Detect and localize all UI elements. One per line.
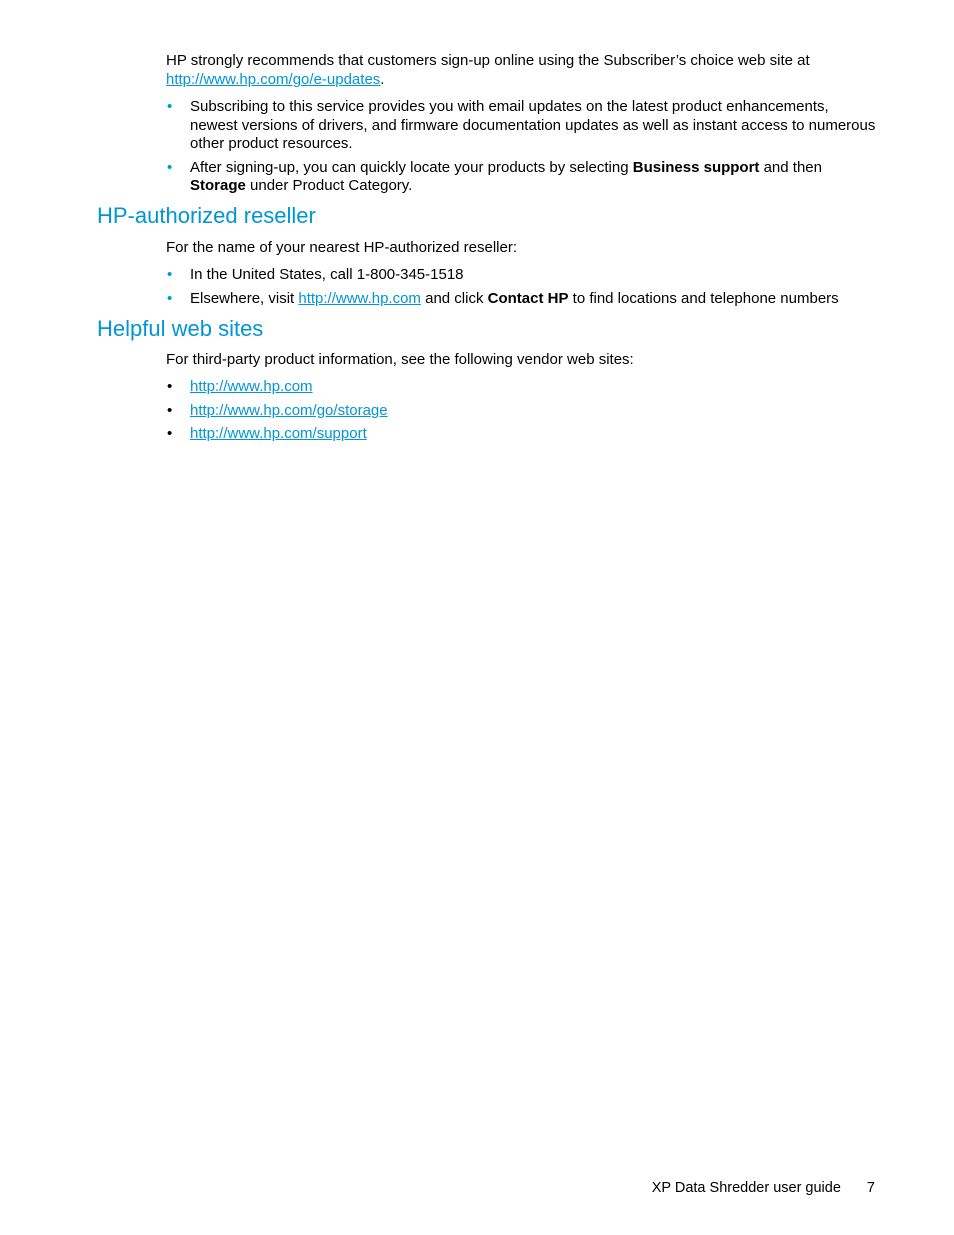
footer-title: XP Data Shredder user guide (651, 1180, 841, 1196)
subscriber-bullet-text: After signing-up, you can quickly locate your products by selecting (190, 158, 633, 176)
bullet-icon: • (167, 425, 173, 442)
intro-text: HP strongly recommends that customers sign-up online using the Subscriber’s choice web site at (166, 52, 810, 69)
list-item (166, 402, 876, 421)
subscriber-bullet-text: and then (759, 158, 822, 176)
list-item (166, 425, 876, 444)
bullet-icon: • (167, 289, 173, 307)
contact-hp-label: Contact HP (487, 289, 569, 307)
intro-paragraph (166, 51, 876, 89)
e-updates-link[interactable]: http://www.hp.com/go/e-updates (166, 71, 381, 88)
hp-support-link[interactable]: http://www.hp.com/support (190, 425, 367, 442)
websites-heading: Helpful web sites (97, 316, 264, 341)
reseller-phone-text: In the United States, call 1-800-345-1518 (190, 266, 464, 283)
reseller-text: Elsewhere, visit (190, 289, 299, 307)
hp-storage-link[interactable]: http://www.hp.com/go/storage (190, 401, 388, 419)
reseller-lead: For the name of your nearest HP-authorized reseller: (166, 239, 517, 256)
list-item (166, 266, 876, 285)
page-number: 7 (866, 1180, 875, 1196)
reseller-bullet-list (166, 266, 876, 308)
subscriber-bullet-list (166, 98, 876, 196)
subscriber-bullet-text: under Product Category. (245, 177, 413, 194)
reseller-text: to find locations and telephone numbers (568, 289, 839, 307)
bullet-icon: • (167, 266, 173, 283)
business-support-label: Business support (632, 158, 760, 176)
websites-lead: For third-party product information, see the following vendor web sites: (166, 351, 634, 368)
list-item (166, 98, 876, 154)
list-item (166, 159, 876, 196)
bullet-icon: • (167, 158, 173, 176)
page-footer (652, 1179, 875, 1198)
reseller-heading: HP-authorized reseller (97, 203, 316, 228)
bullet-icon: • (167, 401, 173, 419)
intro-trail: . (380, 71, 385, 88)
bullet-icon: • (167, 378, 173, 395)
websites-link-list (166, 378, 876, 444)
bullet-icon: • (167, 98, 173, 115)
subscriber-bullet-text: Subscribing to this service provides you with email updates on the latest product enhancements, newest versions of drivers, and firmware documentation updates as well as instant access to numerous other product resources. (190, 98, 876, 152)
list-item (166, 290, 876, 309)
hp-home-link[interactable]: http://www.hp.com (298, 289, 421, 307)
hp-home-link[interactable]: http://www.hp.com (190, 378, 313, 395)
list-item (166, 378, 876, 397)
storage-label: Storage (190, 177, 246, 194)
reseller-text: and click (420, 289, 488, 307)
